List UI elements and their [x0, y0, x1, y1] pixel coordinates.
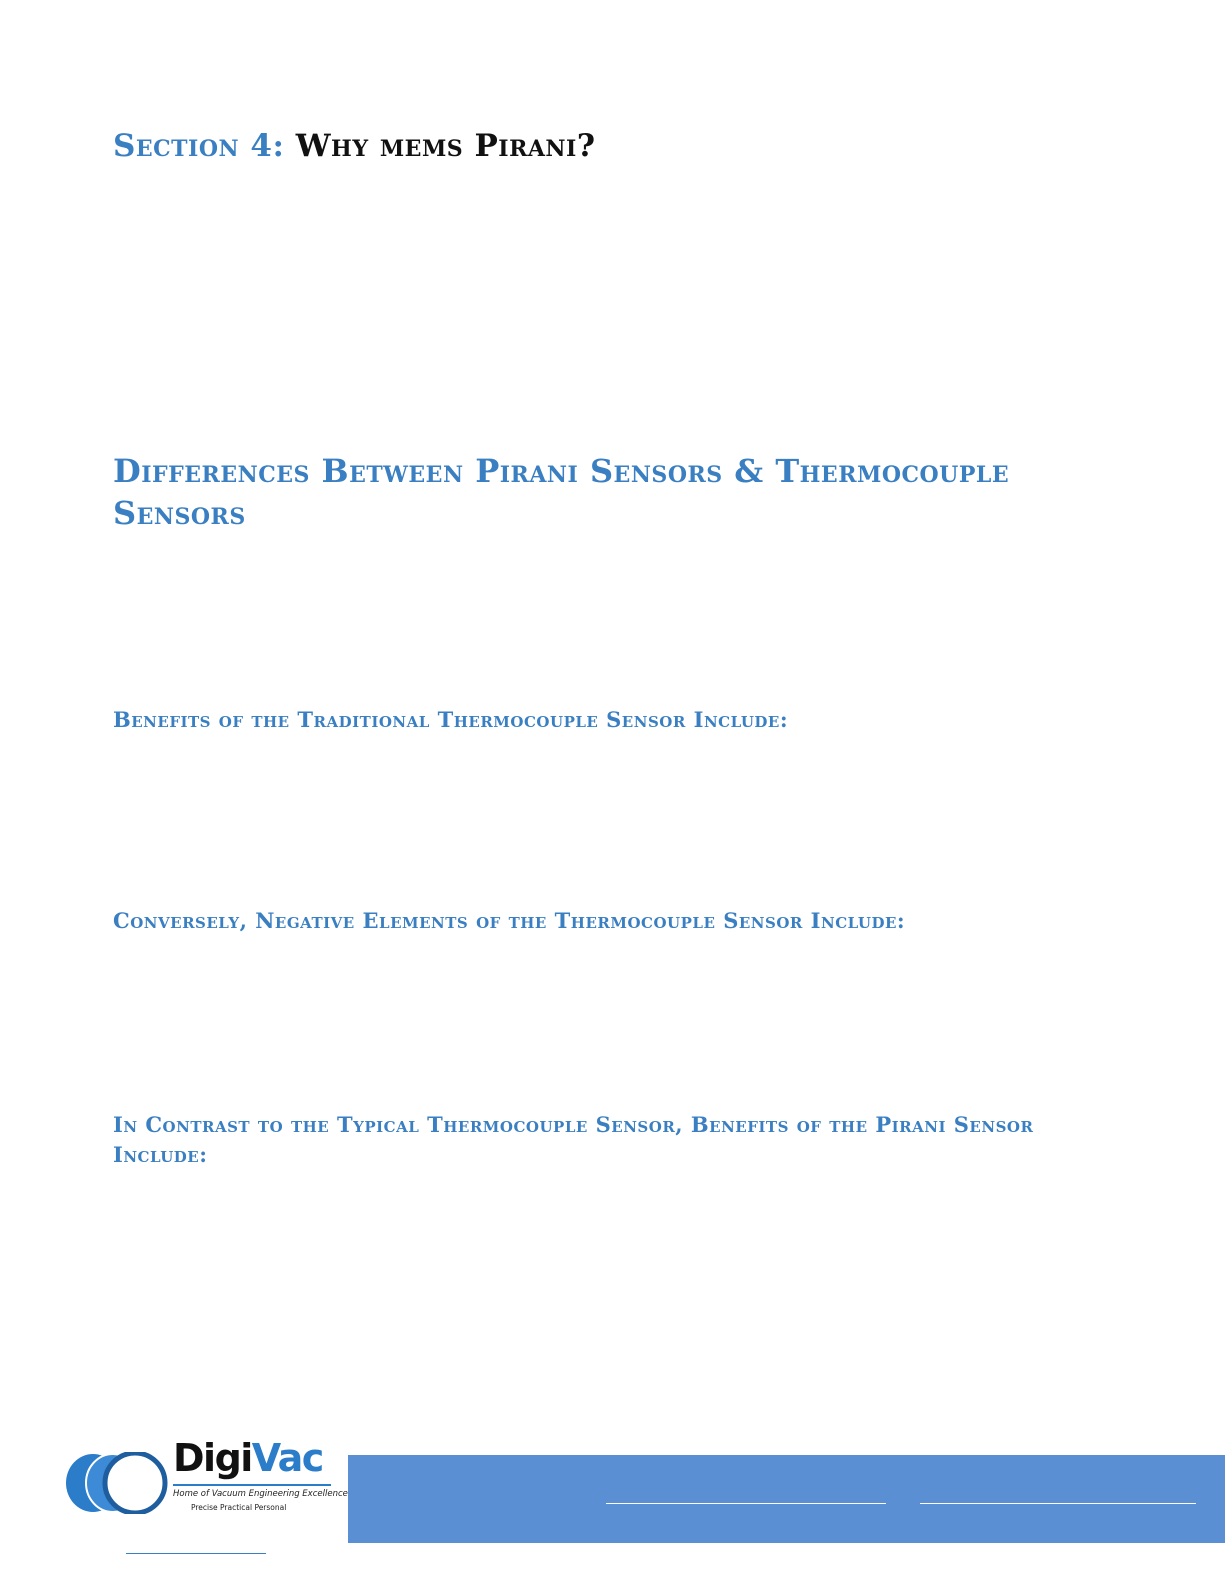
logo-tagline: Home of Vacuum Engineering Excellence [173, 1489, 348, 1499]
digivac-logo [63, 1432, 348, 1524]
section-number: Section 4: [113, 128, 285, 164]
bottom-link-underline [126, 1553, 266, 1554]
logo-subtagline: Precise Practical Personal [191, 1503, 287, 1512]
logo-digi: Digi [173, 1436, 252, 1480]
logo-divider [173, 1484, 331, 1486]
footer-link-line [920, 1503, 1196, 1504]
heading-pirani-benefits: In Contrast to the Typical Thermocouple Sensor, Benefits of the Pirani Sensor Include: [113, 1112, 1034, 1167]
logo-wordmark [173, 1438, 323, 1478]
section-name: Why mems Pirani? [295, 128, 596, 164]
section-title [113, 126, 596, 166]
heading-thermocouple-negatives: Conversely, Negative Elements of the Thermocouple Sensor Include: [113, 908, 906, 933]
logo-circles-icon [63, 1452, 173, 1514]
heading-differences: Differences Between Pirani Sensors & Thermocouple Sensors [113, 452, 1010, 532]
footer-band [348, 1455, 1225, 1543]
footer-link-line [606, 1503, 886, 1504]
logo-vac: Vac [251, 1436, 323, 1480]
heading-thermocouple-benefits: Benefits of the Traditional Thermocouple Sensor Include: [113, 707, 789, 732]
